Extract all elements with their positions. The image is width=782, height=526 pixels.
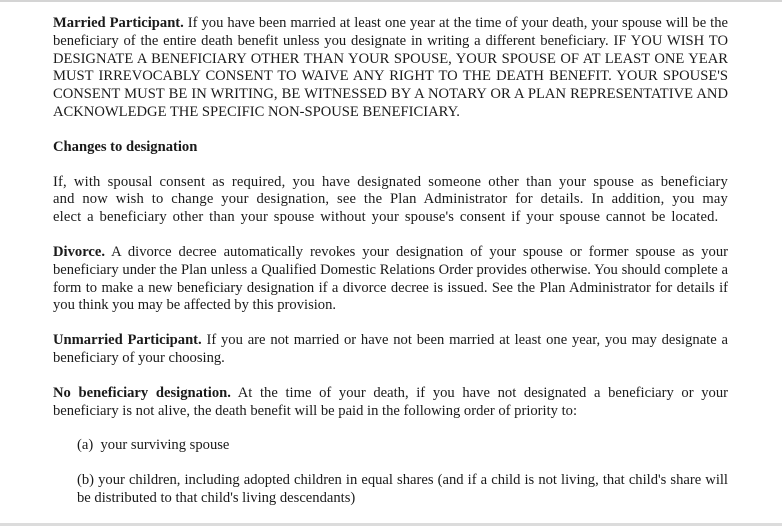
divorce-paragraph [53, 244, 728, 315]
married-participant-caps-notice: IF YOU WISH TO DESIGNATE A BENEFICIARY OTHER THAN YOUR SPOUSE, YOUR SPOUSE OF AT LEAST ONE YEAR MUST IRREVOCABLY CONSENT TO WAIVE ANY RIGHT TO THE DEATH BENEFIT. YOUR SPOUSE'S CONSENT MUST BE IN WRITING, BE WITNESSED BY A NOTARY OR A PLAN REPRESENTATIVE AND ACKNOWLEDGE THE SPECIFIC NON-SPOUSE BENEFICIARY. [53, 32, 728, 120]
divorce-text: A divorce decree automatically revokes your designation of your spouse or former spouse as your beneficiary under the Plan unless a Qualified Domestic Relations Order provides otherwise. You should complete a form to make a new beneficiary designation if a divorce decree is issued. See the Plan Administrator for details if you think you may be affected by this provision. [53, 243, 728, 314]
document-page [53, 15, 728, 525]
no-beneficiary-text: At the time of your death, if you have not designated a beneficiary or your beneficiary is not alive, the death benefit will be paid in the following order of priority to: [53, 384, 728, 419]
divorce-lead: Divorce. [53, 243, 106, 260]
changes-heading: Changes to designation [53, 138, 198, 155]
unmarried-participant-paragraph [53, 332, 728, 368]
unmarried-participant-text: If you are not married or have not been married at least one year, you may designate a beneficiary of your choosing. [53, 332, 728, 366]
priority-item-b: (b) your children, including adopted children in equal shares (and if a child is not living, that child's share will be distributed to that child's living descendants) [77, 472, 728, 506]
married-participant-lead: Married Participant. [53, 15, 184, 31]
married-participant-paragraph [53, 15, 728, 122]
no-beneficiary-paragraph [53, 385, 728, 421]
married-participant-text: If you have been married at least one year at the time of your death, your spouse will be the beneficiary of the entire death benefit unless you designate in writing a different beneficiary. [53, 15, 728, 49]
unmarried-participant-lead: Unmarried Participant. [53, 332, 202, 349]
changes-paragraph: If, with spousal consent as required, you have designated someone other than your spouse as beneficiary and now wish to change your designation, see the Plan Administrator for details. In addition, you may elect a beneficiary other than your spouse without your spouse's consent if your spouse cannot be located. [53, 173, 728, 226]
top-border [0, 0, 782, 2]
no-beneficiary-lead: No beneficiary designation. [53, 384, 231, 401]
priority-item-a: (a) your surviving spouse [77, 437, 230, 454]
